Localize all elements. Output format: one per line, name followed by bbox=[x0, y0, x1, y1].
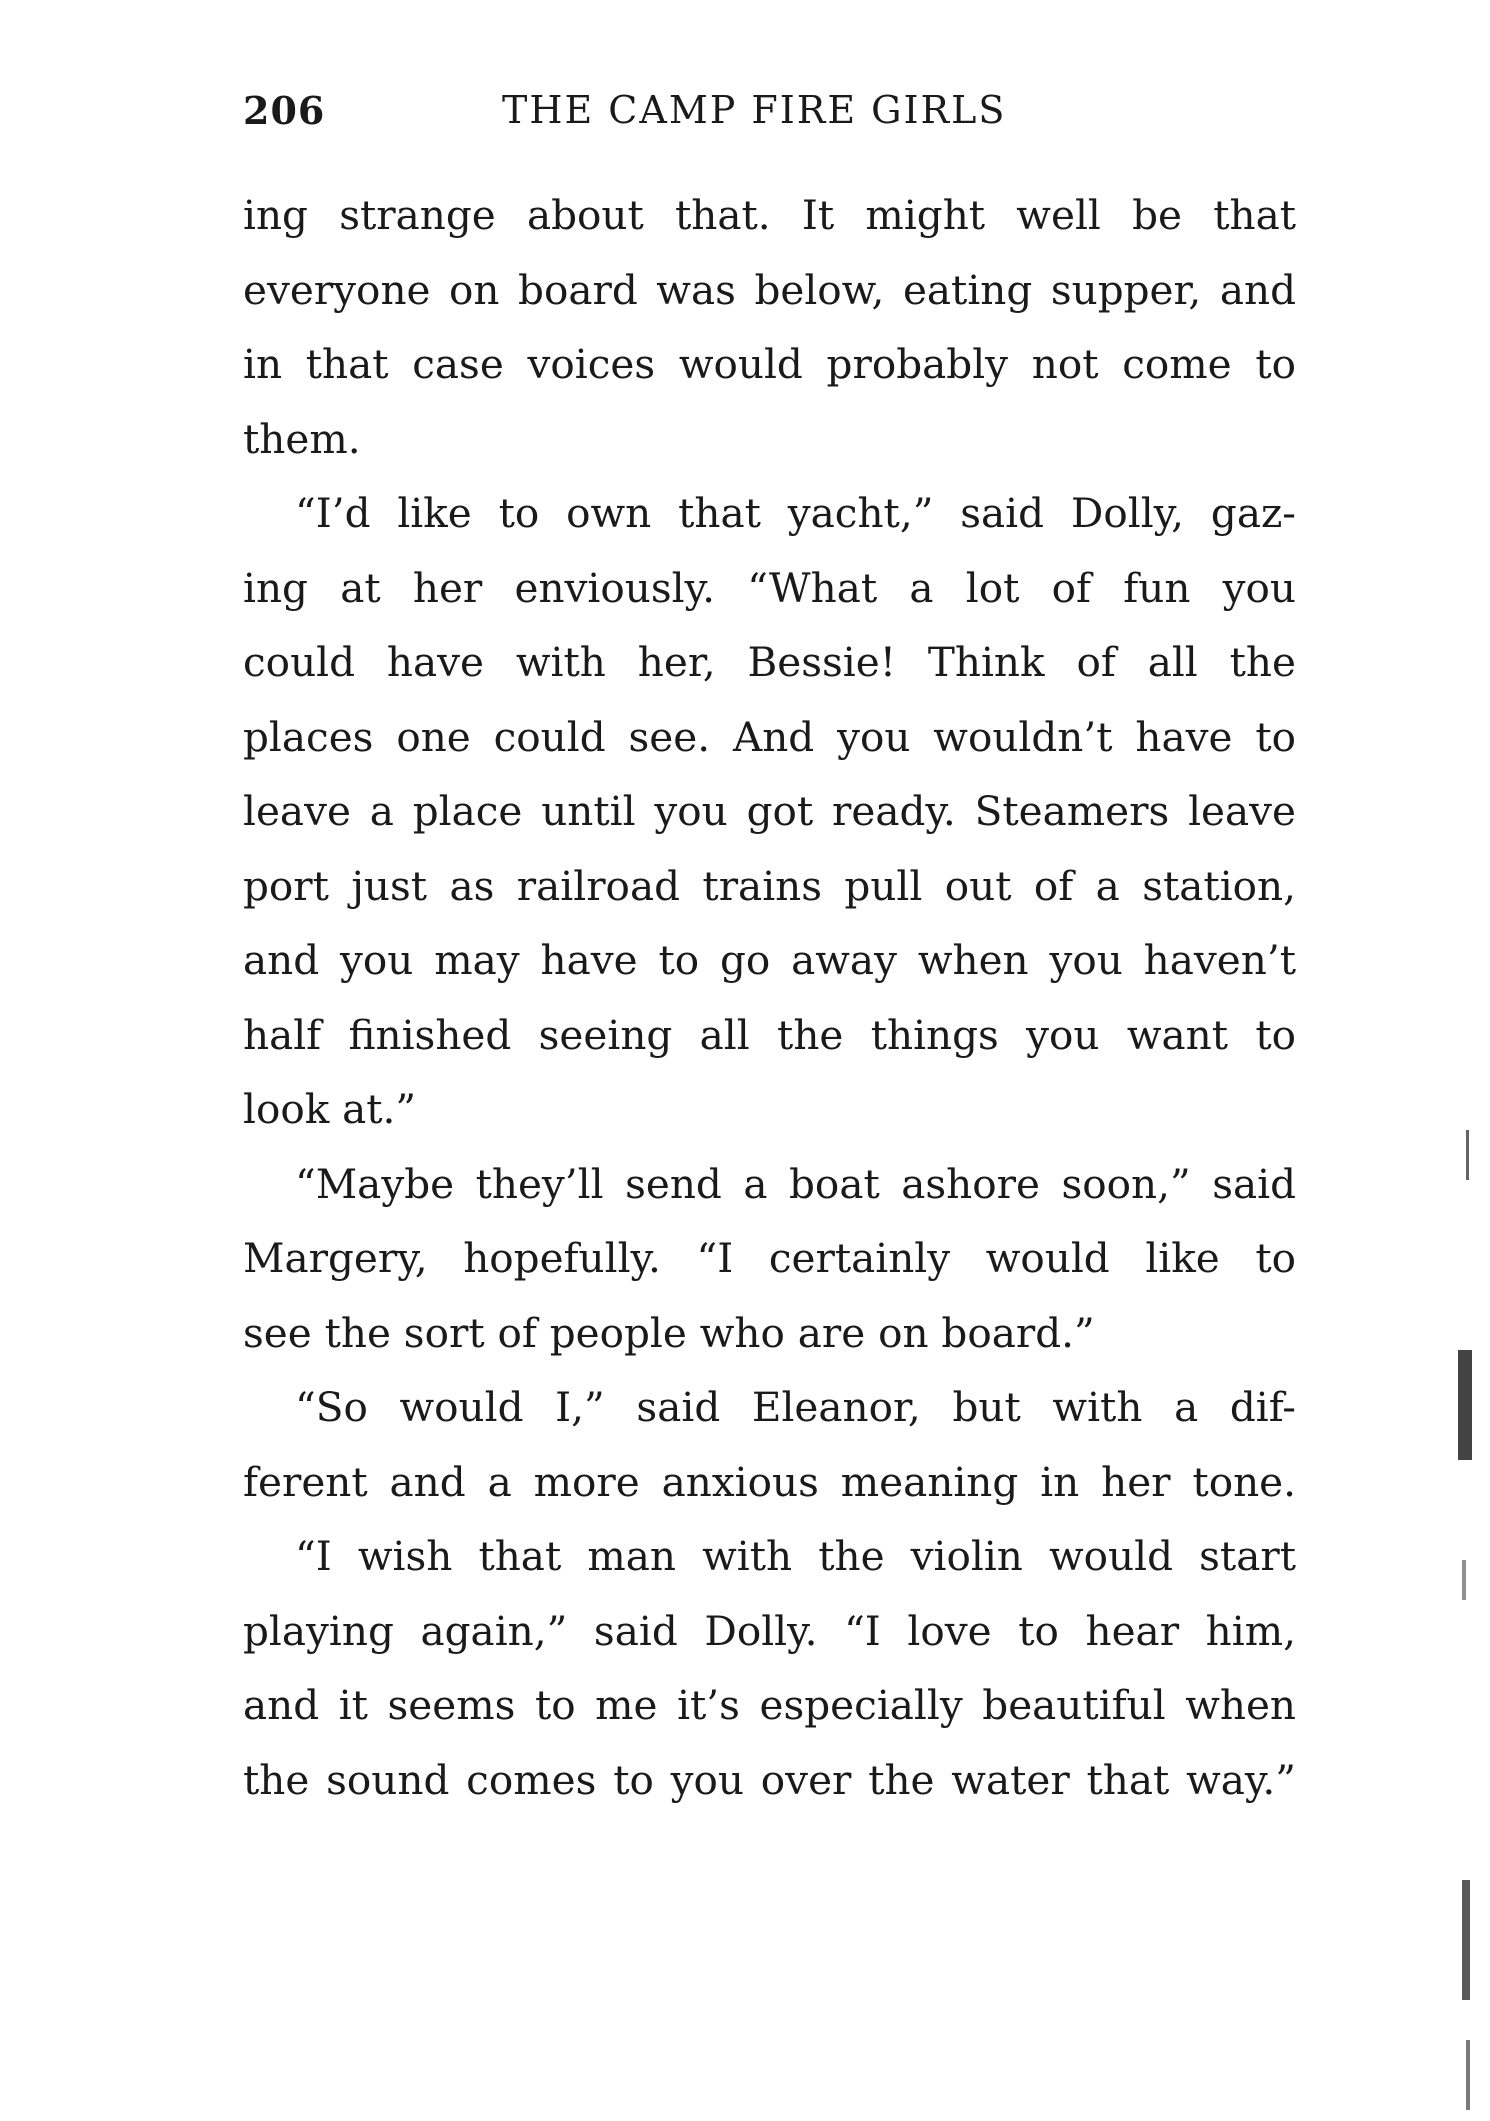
scan-artifact bbox=[1466, 1130, 1469, 1180]
text-line: “I wish that man with the violin would start bbox=[295, 1532, 1296, 1580]
text-line: ferent and a more anxious meaning in her tone. bbox=[243, 1457, 1296, 1506]
text-line: leave a place until you got ready. Steamers leave bbox=[243, 787, 1296, 835]
paragraph bbox=[243, 178, 1296, 476]
paragraph bbox=[243, 1519, 1296, 1817]
page-number: 206 bbox=[243, 88, 326, 133]
text-line: half finished seeing all the things you want to bbox=[243, 1010, 1296, 1059]
text-line: look at.” bbox=[243, 1085, 417, 1133]
book-title: THE CAMP FIRE GIRLS bbox=[502, 88, 1007, 132]
text-line: ing at her enviously. “What a lot of fun you bbox=[243, 563, 1296, 612]
scan-artifact bbox=[1458, 1350, 1472, 1460]
text-line: port just as railroad trains pull out of a station, bbox=[243, 861, 1296, 910]
running-head bbox=[243, 88, 1296, 138]
text-line: ing strange about that. It might well be that bbox=[243, 191, 1296, 239]
paragraph bbox=[243, 1147, 1296, 1371]
text-line: them. bbox=[243, 414, 361, 463]
text-line: everyone on board was below, eating supper, and bbox=[243, 265, 1296, 314]
scan-artifact bbox=[1462, 1880, 1470, 2000]
paragraph bbox=[243, 476, 1296, 1147]
text-line: playing again,” said Dolly. “I love to hear him, bbox=[243, 1606, 1296, 1655]
text-line: “So would I,” said Eleanor, but with a dif- bbox=[295, 1383, 1296, 1431]
text-line: Margery, hopefully. “I certainly would like to bbox=[243, 1234, 1296, 1282]
text-line: see the sort of people who are on board.” bbox=[243, 1308, 1095, 1357]
scan-artifact bbox=[1462, 1560, 1466, 1600]
text-line: and you may have to go away when you haven’t bbox=[243, 936, 1296, 984]
paragraph bbox=[243, 1370, 1296, 1519]
text-line: the sound comes to you over the water that way.” bbox=[243, 1755, 1296, 1804]
scan-artifact bbox=[1466, 2040, 1470, 2110]
text-line: places one could see. And you wouldn’t have to bbox=[243, 712, 1296, 761]
text-line: could have with her, Bessie! Think of all the bbox=[243, 638, 1296, 686]
text-line: and it seems to me it’s especially beautiful when bbox=[243, 1681, 1296, 1729]
text-line: in that case voices would probably not come to bbox=[243, 340, 1296, 388]
body-text bbox=[243, 178, 1296, 1817]
text-line: “Maybe they’ll send a boat ashore soon,” said bbox=[295, 1159, 1296, 1208]
text-line: “I’d like to own that yacht,” said Dolly, gaz- bbox=[295, 489, 1296, 537]
